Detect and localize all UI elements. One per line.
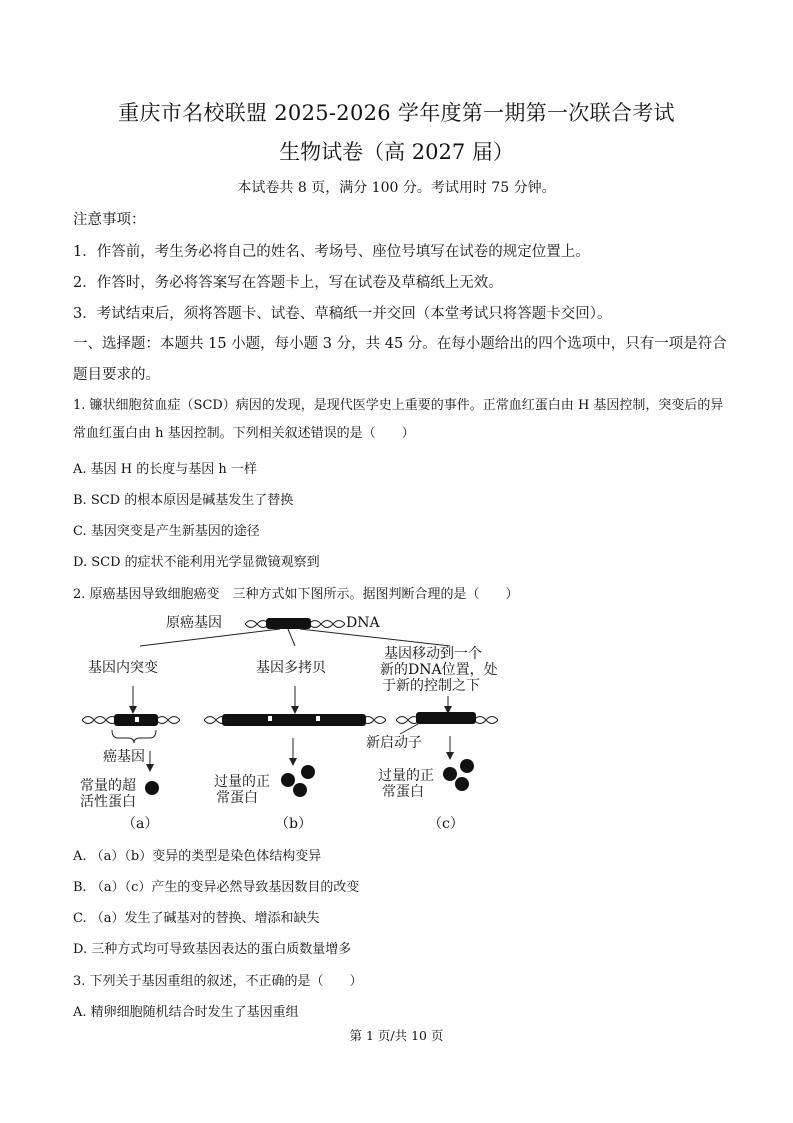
protein-dot xyxy=(443,767,457,781)
relocated-gene-bar xyxy=(416,712,476,724)
label-branch-c-1: 基因移动到一个 xyxy=(384,646,482,662)
question-option: A. 基因 H 的长度与基因 h 一样 xyxy=(73,462,257,477)
protein-dot xyxy=(145,781,159,795)
note-item: 2．作答时，务必将答案写在答题卡上，写在试卷及草稿纸上无效。 xyxy=(73,275,503,291)
question-option: A. （a）（b）变异的类型是染色体结构变异 xyxy=(73,849,322,864)
exam-title: 重庆市名校联盟 2025-2026 学年度第一期第一次联合考试 xyxy=(118,101,675,125)
note-item: 3．考试结束后，须将答题卡、试卷、草稿纸一并交回（本堂考试只将答题卡交回）。 xyxy=(73,306,612,322)
arrowheads xyxy=(129,706,452,714)
label-result-a-2: 活性蛋白 xyxy=(80,794,136,810)
label-panel-c: （c） xyxy=(428,816,464,832)
protein-dot xyxy=(293,783,307,797)
protein-dot xyxy=(301,765,315,779)
question-option: B. SCD 的根本原因是碱基发生了替换 xyxy=(73,493,294,508)
copy-separator xyxy=(316,716,320,721)
branch-lines xyxy=(140,629,450,646)
promoter-pointer xyxy=(400,724,418,734)
section-heading: 一、选择题：本题共 15 小题，每小题 3 分，共 45 分。在每小题给出的四个选项中，只有一项是符合题目要求的。 xyxy=(73,336,727,383)
copy-separator xyxy=(268,716,272,721)
question-option: C. （a）发生了碱基对的替换、增添和缺失 xyxy=(73,911,320,926)
label-result-c-1: 过量的正 xyxy=(378,768,434,784)
label-branch-a: 基因内突变 xyxy=(88,660,158,676)
mutation-mark xyxy=(135,717,139,722)
label-new-promoter: 新启动子 xyxy=(366,735,422,751)
bracket-cancer-gene xyxy=(112,730,156,743)
label-result-c-2: 常蛋白 xyxy=(382,784,424,800)
label-panel-b: （b） xyxy=(275,816,312,832)
label-branch-c-2: 新的DNA位置，处 xyxy=(380,662,498,678)
protein-dot xyxy=(281,773,295,787)
page-footer: 第 1 页/共 10 页 xyxy=(349,1028,444,1043)
proto-oncogene-bar xyxy=(266,618,311,629)
protein-dot xyxy=(455,777,469,791)
multi-copy-gene-bar xyxy=(222,714,366,726)
question-stem: 3. 下列关于基因重组的叙述，不正确的是（ ） xyxy=(73,974,363,989)
question-option: B. （a）（c）产生的变异必然导致基因数目的改变 xyxy=(73,880,360,895)
oncogene-figure xyxy=(70,606,510,838)
question-stem: 1. 镰状细胞贫血症（SCD）病因的发现，是现代医学史上重要的事件。正常血红蛋白由 H 基因控制，突变后的异常血红蛋白由 h 基因控制。下列相关叙述错误的是（ ） xyxy=(73,398,724,441)
label-proto-oncogene: 原癌基因 xyxy=(166,615,222,631)
exam-subtitle: 生物试卷（高 2027 届） xyxy=(279,140,514,164)
label-result-b-1: 过量的正 xyxy=(214,774,270,790)
label-branch-c-3: 于新的控制之下 xyxy=(382,678,480,694)
question-option: D. SCD 的症状不能利用光学显微镜观察到 xyxy=(73,555,320,570)
label-result-a-1: 常量的超 xyxy=(80,778,136,794)
label-result-b-2: 常蛋白 xyxy=(216,790,258,806)
question-option: D. 三种方式均可导致基因表达的蛋白质数量增多 xyxy=(73,942,352,957)
question-option: C. 基因突变是产生新基因的途径 xyxy=(73,524,260,539)
label-cancer-gene: 癌基因 xyxy=(103,749,145,765)
question-option: A. 精卵细胞随机结合时发生了基因重组 xyxy=(73,1005,299,1020)
label-panel-a: （a） xyxy=(122,816,159,832)
question-stem: 2. 原癌基因导致细胞癌变 三种方式如下图所示。据图判断合理的是（ ） xyxy=(73,587,519,602)
label-dna: DNA xyxy=(346,615,380,631)
label-branch-b: 基因多拷贝 xyxy=(256,660,326,676)
exam-info: 本试卷共 8 页，满分 100 分。考试用时 75 分钟。 xyxy=(237,180,556,196)
notes-heading: 注意事项： xyxy=(73,212,146,228)
protein-dot xyxy=(460,759,474,773)
note-item: 1．作答前，考生务必将自己的姓名、考场号、座位号填写在试卷的规定位置上。 xyxy=(73,244,590,260)
